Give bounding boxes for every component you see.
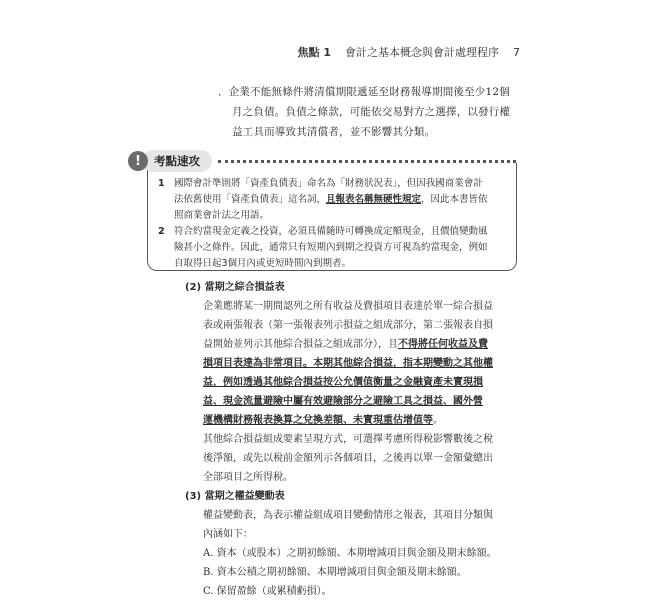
bullet-marker: ． [218, 86, 229, 98]
tip-item-number: 2 [158, 226, 165, 237]
list-item: A. 資本（或股本）之期初餘額、本期增減項目與金額及期末餘額。 [203, 548, 497, 559]
tip-item: 1 國際會計準則將「資產負債表」命名為「財務狀況表」，但因我國商業會計 法依舊使用「資產負債表」這名詞，且報表名稱無硬性規定，因此本書皆依 照商業會計法之用語。 [158, 178, 488, 221]
tip-badge [128, 150, 212, 172]
list-item: C. 保留盈餘（或累積虧損）。 [203, 586, 332, 597]
chapter-title: 會計之基本概念與會計處理程序 [345, 46, 499, 59]
section-comprehensive-income: (2) 當期之綜合損益表 企業應將某一期間認列之所有收益及費損項目表達於單一綜合損益 表或兩張報表（第一張報表列示損益之組成部分，第二張報表自損 益開始並列示其他綜合損益之組成部分），且不得將任何收益及費 損項目表達為非常項目。本期其他綜合損益，指本期變動之其他權 益，例如透過其他綜合損益按公允價值衡量之金融資產未實現損 益、現金流量避險中屬有效避險部分之避險工具之損益、國外營 運機構財務報表換算之兌換差額、未實現重估增值等。 其他綜合損益組成要素呈現方式，可選擇考慮所得稅影響數後之稅 後淨額，或先以稅前金額列示各個項目，之後再以單一金額彙總出 全部項目之所得稅。 [185, 278, 520, 487]
emphasis-text: 且報表名稱無硬性規定 [326, 194, 422, 205]
exclamation-icon: ! [128, 151, 148, 171]
page-number: 7 [513, 46, 520, 59]
section-heading: (3) 當期之權益變動表 [185, 491, 285, 502]
focus-label: 焦點 1 [297, 46, 331, 59]
intro-paragraph [218, 82, 518, 142]
intro-line-3: 益工具而導致其清償者，並不影響其分類。 [232, 126, 436, 138]
list-item: B. 資本公積之期初餘額、本期增減項目與金額及期末餘額。 [203, 567, 467, 578]
intro-line-1: ．企業不能無條件將清償期限遞延至財務報導期間後至少12個 [218, 86, 510, 98]
intro-line-2: 月之負債。負債之條款，可能依交易對方之選擇，以發行權 [232, 106, 511, 118]
tip-content [156, 176, 511, 272]
tip-title: 考點速攻 [142, 150, 212, 172]
tip-item-number: 1 [158, 178, 165, 189]
tip-item: 2 符合約當現金定義之投資，必須具備隨時可轉換成定額現金，且價值變動風 險甚小之條件。因此，通常只有短期內到期之投資方可視為約當現金，例如 自取得日起3個月內或更短時間內到期者。 [158, 226, 488, 269]
section-equity-changes: (3) 當期之權益變動表 權益變動表，為表示權益組成項目變動情形之報表，其項目分類與 內涵如下： A. 資本（或股本）之期初餘額、本期增減項目與金額及期末餘額。 B. 資本公積之期初餘額、本期增減項目與金額及期末餘額。 C. 保留盈餘（或累積虧損）。 [185, 487, 520, 601]
section-heading: (2) 當期之綜合損益表 [185, 282, 285, 293]
running-header [0, 44, 520, 60]
